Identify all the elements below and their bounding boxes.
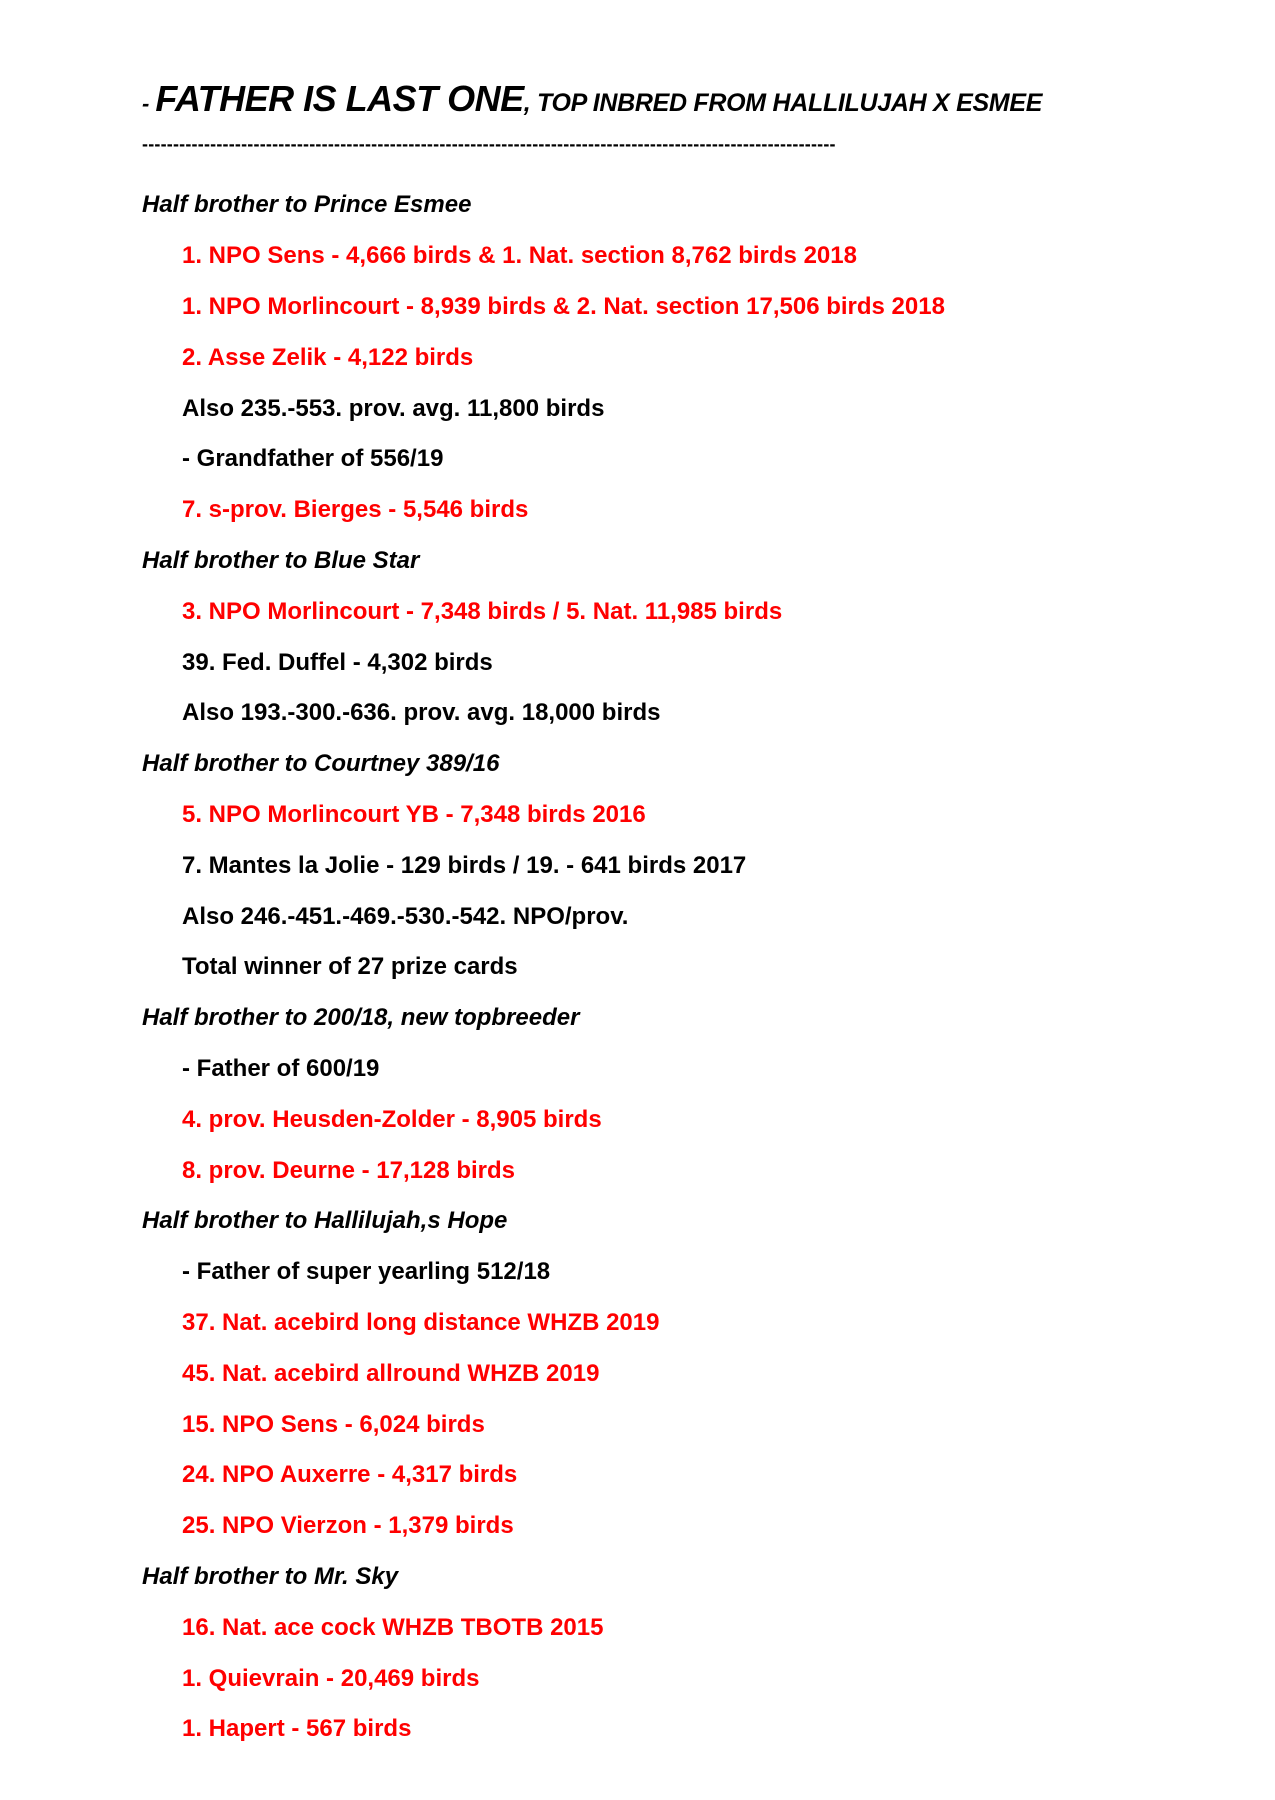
result-line: 1. NPO Morlincourt - 8,939 birds & 2. Nat. section 17,506 birds 2018 [182,292,945,320]
result-line: 7. s-prov. Bierges - 5,546 birds [182,496,529,524]
result-line: Also 235.-553. prov. avg. 11,800 birds [182,394,605,422]
title-dash: - [142,91,150,116]
title-subtitle: , TOP INBRED FROM HALLILUJAH X ESMEE [523,89,1043,117]
result-line: 16. Nat. ace cock WHZB TBOTB 2015 [182,1613,604,1641]
result-line: 1. Quievrain - 20,469 birds [182,1664,480,1692]
result-line: 4. prov. Heusden-Zolder - 8,905 birds [182,1105,602,1133]
section-heading: Half brother to Prince Esmee [142,191,472,219]
document-title [142,78,1142,128]
result-line: 1. NPO Sens - 4,666 birds & 1. Nat. section 8,762 birds 2018 [182,242,857,270]
result-line: Also 246.-451.-469.-530.-542. NPO/prov. [182,902,629,930]
section-heading: Half brother to Hallilujah,s Hope [142,1207,508,1235]
result-line: 25. NPO Vierzon - 1,379 birds [182,1512,514,1540]
section-heading: Half brother to 200/18, new topbreeder [142,1004,580,1032]
result-line: 8. prov. Deurne - 17,128 birds [182,1156,516,1184]
result-line: 45. Nat. acebird allround WHZB 2019 [182,1359,600,1387]
result-line: 1. Hapert - 567 birds [182,1715,412,1743]
result-line: 2. Asse Zelik - 4,122 birds [182,343,474,371]
document-page [142,78,1142,1755]
result-line: - Father of 600/19 [182,1054,380,1082]
result-line: 5. NPO Morlincourt YB - 7,348 birds 2016 [182,800,646,828]
result-line: 3. NPO Morlincourt - 7,348 birds / 5. Nat. 11,985 birds [182,597,783,625]
result-line: - Grandfather of 556/19 [182,445,444,473]
result-line: 37. Nat. acebird long distance WHZB 2019 [182,1308,660,1336]
result-line: Also 193.-300.-636. prov. avg. 18,000 birds [182,699,661,727]
section-heading: Half brother to Mr. Sky [142,1562,399,1590]
pedigree-list [142,180,1142,1755]
title-main: FATHER IS LAST ONE [155,78,524,119]
result-line: 7. Mantes la Jolie - 129 birds / 19. - 641 birds 2017 [182,851,747,879]
section-heading: Half brother to Courtney 389/16 [142,750,500,778]
result-line: 15. NPO Sens - 6,024 birds [182,1410,485,1438]
result-line: 24. NPO Auxerre - 4,317 birds [182,1461,518,1489]
result-line: Total winner of 27 prize cards [182,953,518,981]
result-line: 39. Fed. Duffel - 4,302 birds [182,648,493,676]
separator-line: ---------------------------------------------------------------------------------------------------------------- [142,134,836,154]
result-line: - Father of super yearling 512/18 [182,1258,551,1286]
section-heading: Half brother to Blue Star [142,546,420,574]
